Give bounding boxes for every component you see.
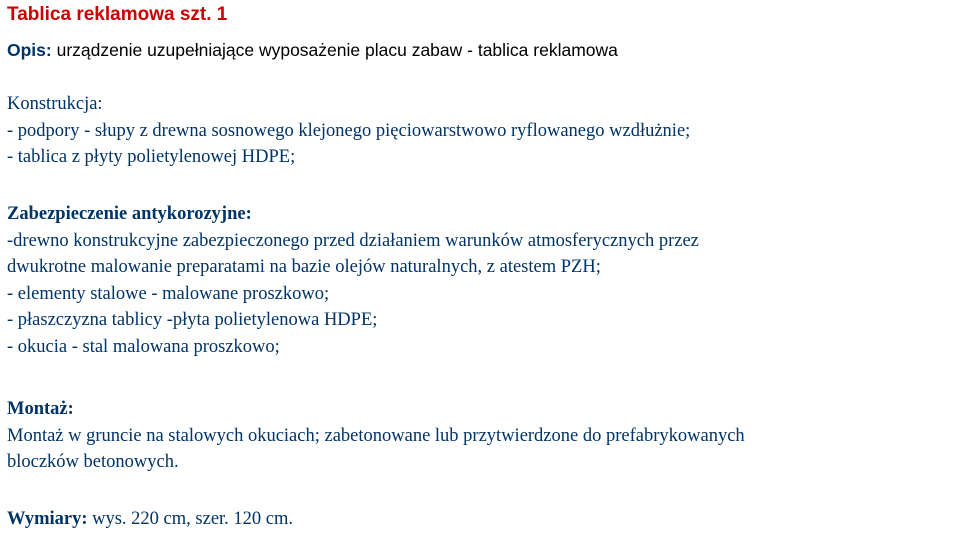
- installation-line-2: bloczków betonowych.: [7, 452, 179, 473]
- construction-line-1: - podpory - słupy z drewna sosnowego klejonego pięciowarstwowo ryflowanego wzdłużnie;: [7, 120, 691, 141]
- dimensions-label: Wymiary:: [7, 509, 88, 529]
- installation-section: [7, 396, 745, 476]
- description-label: Opis:: [7, 40, 52, 60]
- dimensions-paragraph: [7, 506, 293, 533]
- installation-line-1: Montaż w gruncie na stalowych okuciach; zabetonowane lub przytwierdzone do prefabrykowanych: [7, 425, 745, 446]
- installation-heading: Montaż:: [7, 399, 74, 419]
- construction-line-2: - tablica z płyty polietylenowej HDPE;: [7, 147, 296, 168]
- protection-heading: Zabezpieczenie antykorozyjne:: [7, 204, 252, 224]
- description-text: urządzenie uzupełniające wyposażenie placu zabaw - tablica reklamowa: [51, 40, 618, 60]
- protection-line-5: - okucia - stal malowana proszkowo;: [7, 336, 280, 357]
- protection-section: [7, 201, 699, 361]
- construction-heading: Konstrukcja:: [7, 94, 103, 114]
- dimensions-value: wys. 220 cm, szer. 120 cm.: [87, 509, 294, 529]
- protection-line-3: - elementy stalowe - malowane proszkowo;: [7, 283, 330, 304]
- protection-line-1: -drewno konstrukcyjne zabezpieczonego przed działaniem warunków atmosferycznych przez: [7, 230, 699, 251]
- protection-line-4: - płaszczyzna tablicy -płyta polietylenowa HDPE;: [7, 310, 378, 331]
- protection-line-2: dwukrotne malowanie preparatami na bazie olejów naturalnych, z atestem PZH;: [7, 257, 601, 278]
- description-paragraph: [7, 38, 618, 62]
- document-title: Tablica reklamowa szt. 1: [7, 4, 228, 25]
- construction-section: [7, 91, 690, 171]
